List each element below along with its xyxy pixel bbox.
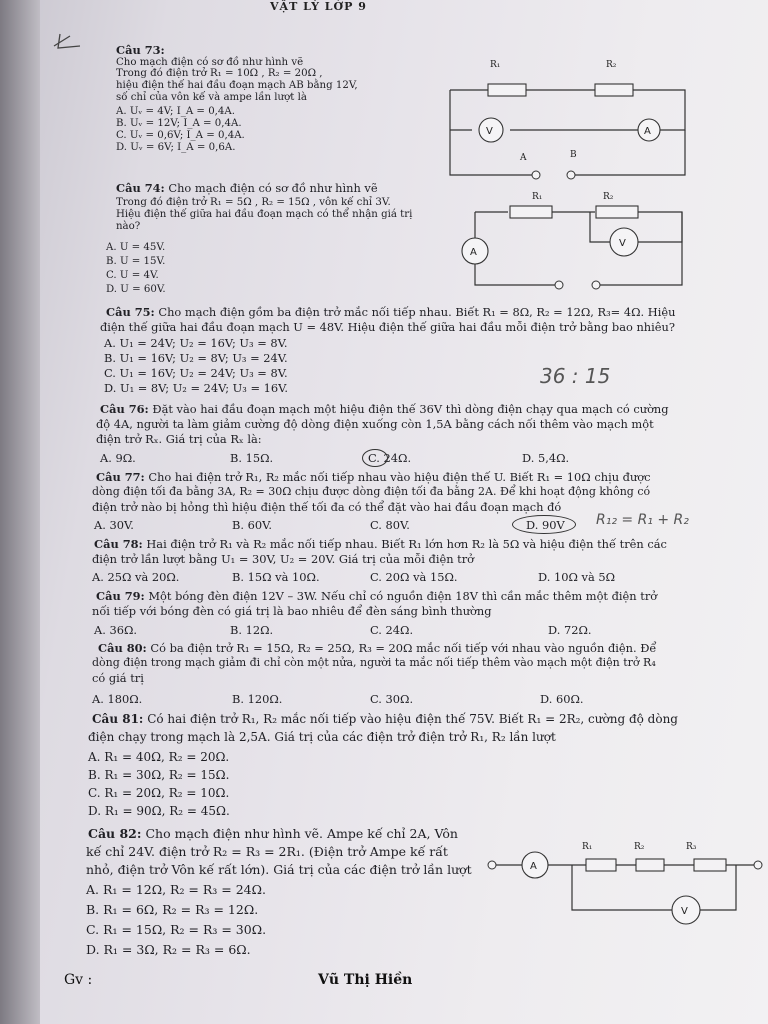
point-a-label: A: [520, 153, 527, 163]
q79-title-line: [96, 590, 657, 603]
q73-option-b: B. Uᵥ = 12V; I_A = 0,4A.: [116, 118, 242, 129]
point-b-label: B: [570, 150, 577, 160]
q74-title-line: [116, 182, 378, 195]
terminal-right-icon: [754, 861, 762, 869]
q75-title: Câu 75:: [106, 305, 155, 319]
q82-line2: kế chỉ 24V. điện trở R₂ = R₃ = 2R₁. (Điện trở Ampe kế rất: [86, 844, 448, 859]
q81-option-c: C. R₁ = 20Ω, R₂ = 10Ω.: [88, 786, 230, 800]
q78-title-line: [94, 538, 667, 551]
q79-option-a: A. 36Ω.: [94, 623, 138, 637]
voltmeter-label: V: [681, 906, 688, 917]
q76-title: Câu 76:: [100, 402, 149, 416]
q78-option-d: D. 10Ω và 5Ω: [538, 570, 616, 584]
label-r1: R₁: [532, 192, 543, 202]
q76-line3: điện trở Rₓ. Giá trị của Rₓ là:: [96, 432, 262, 446]
voltmeter-label: V: [486, 126, 493, 137]
q80-option-a: A. 180Ω.: [92, 692, 143, 706]
ammeter-label: A: [644, 126, 651, 137]
q78-line1: Hai điện trở R₁ và R₂ mắc nối tiếp nhau. Biết R₁ lớn hơn R₂ là 5Ω và hiệu điện thế trên các: [146, 537, 667, 551]
resistor-r2: [636, 859, 664, 871]
q74-line1: Cho mạch điện có sơ đồ như hình vẽ: [168, 181, 378, 195]
label-r1: R₁: [490, 60, 501, 70]
resistor-r1: [586, 859, 616, 871]
q80-option-d: D. 60Ω.: [540, 692, 584, 706]
q76-option-d: D. 5,4Ω.: [522, 451, 570, 465]
q74-line2: Trong đó điện trở R₁ = 5Ω , R₂ = 15Ω , vôn kế chỉ 3V.: [116, 197, 391, 208]
resistor-r2: [595, 84, 633, 96]
circuit-diagram-q73: [440, 55, 700, 185]
footer-teacher-name: Vũ Thị Hiền: [318, 972, 413, 988]
q75-option-b: B. U₁ = 16V; U₂ = 8V; U₃ = 24V.: [104, 351, 288, 365]
q73-option-a: A. Uᵥ = 4V; I_A = 0,4A.: [116, 106, 235, 117]
q78-line2: điện trở lần lượt bằng U₁ = 30V, U₂ = 20V. Giá trị của mỗi điện trở: [92, 552, 475, 566]
q75-option-c: C. U₁ = 16V; U₂ = 24V; U₃ = 8V.: [104, 366, 288, 380]
q74-option-d: D. U = 60V.: [106, 284, 166, 295]
circuit-diagram-q74: [460, 190, 700, 290]
q77-option-d: D. 90V: [526, 518, 565, 532]
terminal-b-icon: [567, 171, 575, 179]
resistor-r1: [488, 84, 526, 96]
q73-title: Câu 73:: [116, 43, 165, 57]
q75-line2: điện thế giữa hai đầu đoạn mạch U = 48V. Hiệu điện thế giữa hai đầu mỗi điện trở bằng bao nhiêu?: [100, 320, 675, 334]
footer-gv-label: Gv :: [64, 972, 93, 988]
q73-option-d: D. Uᵥ = 6V; I_A = 0,6A.: [116, 142, 236, 153]
q77-option-c: C. 80V.: [370, 518, 410, 532]
q76-option-b: B. 15Ω.: [230, 451, 274, 465]
q73-option-c: C. Uᵥ = 0,6V; I_A = 0,4A.: [116, 130, 245, 141]
resistor-r2: [596, 206, 638, 218]
q76-option-a: A. 9Ω.: [100, 451, 136, 465]
q76-line1: Đặt vào hai đầu đoạn mạch một hiệu điện thế 36V thì dòng điện chạy qua mạch có cường: [152, 402, 669, 416]
voltmeter-label: V: [619, 238, 626, 249]
q76-title-line: [100, 403, 669, 416]
q73-line2: Trong đó điện trở R₁ = 10Ω , R₂ = 20Ω ,: [116, 68, 323, 79]
q73-line1: Cho mạch điện có sơ đồ như hình vẽ: [116, 57, 304, 68]
q81-option-b: B. R₁ = 30Ω, R₂ = 15Ω.: [88, 768, 230, 782]
q82-line3: nhỏ, điện trở Vôn kế rất lớn). Giá trị của các điện trở lần lượt: [86, 862, 472, 877]
q74-option-b: B. U = 15V.: [106, 256, 166, 267]
q79-option-c: C. 24Ω.: [370, 623, 414, 637]
q74-title: Câu 74:: [116, 181, 165, 195]
q80-line1: Có ba điện trở R₁ = 15Ω, R₂ = 25Ω, R₃ = 20Ω mắc nối tiếp với nhau vào nguồn điện. Để: [150, 641, 657, 655]
handwritten-note-q75: 36 : 15: [540, 364, 611, 388]
q78-option-a: A. 25Ω và 20Ω.: [92, 570, 180, 584]
label-r2: R₂: [634, 842, 645, 852]
q80-line2: dòng điện trong mạch giảm đi chỉ còn một nửa, người ta mắc nối tiếp thêm vào mạch một điện trở R₄: [92, 656, 656, 669]
q76-option-c: C. 24Ω.: [368, 451, 412, 465]
label-r3: R₃: [686, 842, 697, 852]
q75-title-line: [106, 306, 675, 319]
q82-title-line: [88, 827, 458, 841]
q81-option-a: A. R₁ = 40Ω, R₂ = 20Ω.: [88, 750, 230, 764]
q76-line2: độ 4A, người ta làm giảm cường độ dòng điện xuống còn 1,5A bằng cách nối thêm vào mạch một: [96, 417, 654, 431]
page-header: VẬT LÝ LỚP 9: [270, 0, 367, 13]
resistor-r3: [694, 859, 726, 871]
q82-option-a: A. R₁ = 12Ω, R₂ = R₃ = 24Ω.: [86, 882, 266, 897]
handwritten-note-q77: R₁₂ = R₁ + R₂: [596, 512, 689, 528]
q82-option-b: B. R₁ = 6Ω, R₂ = R₃ = 12Ω.: [86, 902, 259, 917]
circuit-diagram-q82: [484, 835, 764, 935]
q80-title-line: [98, 642, 656, 655]
q80-title: Câu 80:: [98, 641, 147, 655]
q80-option-b: B. 120Ω.: [232, 692, 283, 706]
label-r2: R₂: [606, 60, 617, 70]
q79-title: Câu 79:: [96, 589, 145, 603]
q81-title: Câu 81:: [92, 712, 144, 726]
q82-title: Câu 82:: [88, 826, 142, 841]
q74-option-c: C. U = 4V.: [106, 270, 159, 281]
q75-option-d: D. U₁ = 8V; U₂ = 24V; U₃ = 16V.: [104, 381, 288, 395]
q80-line3: có giá trị: [92, 671, 144, 685]
q74-line4: nào?: [116, 221, 141, 232]
q74-option-a: A. U = 45V.: [106, 242, 166, 253]
ammeter-label: A: [470, 247, 477, 258]
terminal-left-icon: [488, 861, 496, 869]
q82-line1: Cho mạch điện như hình vẽ. Ampe kế chỉ 2A, Vôn: [145, 826, 458, 841]
q79-line2: nối tiếp với bóng đèn có giá trị là bao nhiêu để đèn sáng bình thường: [92, 604, 492, 618]
q77-line3: điện trở nào bị hỏng thì hiệu điện thế tối đa có thể đặt vào hai đầu đoạn mạch đó: [92, 500, 562, 514]
q75-line1: Cho mạch điện gồm ba điện trở mắc nối tiếp nhau. Biết R₁ = 8Ω, R₂ = 12Ω, R₃= 4Ω. Hiệu: [158, 305, 676, 319]
terminal-a-icon: [532, 171, 540, 179]
q78-option-c: C. 20Ω và 15Ω.: [370, 570, 458, 584]
ammeter-label: A: [530, 861, 537, 872]
q73-line4: số chỉ của vôn kế và ampe lần lượt là: [116, 92, 307, 103]
q73-line3: hiệu điện thế hai đầu đoạn mạch AB bằng 12V,: [116, 80, 358, 91]
terminal-a-icon: [555, 281, 563, 289]
q77-title: Câu 77:: [96, 470, 145, 484]
label-r2: R₂: [603, 192, 614, 202]
answer-circle-icon: [362, 449, 388, 467]
q77-title-line: [96, 471, 651, 484]
q78-option-b: B. 15Ω và 10Ω.: [232, 570, 320, 584]
q81-line1: Có hai điện trở R₁, R₂ mắc nối tiếp vào hiệu điện thế 75V. Biết R₁ = 2R₂, cường độ dòng: [147, 712, 678, 726]
label-r1: R₁: [582, 842, 593, 852]
q78-title: Câu 78:: [94, 537, 143, 551]
q77-line2: dòng điện tối đa bằng 3A, R₂ = 30Ω chịu được dòng điện tối đa bằng 2A. Để khi hoạt động không có: [92, 485, 651, 498]
q81-line2: điện chạy trong mạch là 2,5A. Giá trị của các điện trở điện trở R₁, R₂ lần lượt: [88, 730, 556, 744]
terminal-b-icon: [592, 281, 600, 289]
q82-option-c: C. R₁ = 15Ω, R₂ = R₃ = 30Ω.: [86, 922, 267, 937]
q74-line3: Hiệu điện thế giữa hai đầu đoạn mạch có thể nhận giá trị: [116, 209, 413, 220]
q82-option-d: D. R₁ = 3Ω, R₂ = R₃ = 6Ω.: [86, 942, 251, 957]
q77-option-a: A. 30V.: [94, 518, 134, 532]
q79-line1: Một bóng đèn điện 12V – 3W. Nếu chỉ có nguồn điện 18V thì cần mắc thêm một điện trở: [148, 589, 658, 603]
page-edge-shadow: [0, 0, 40, 1024]
q80-option-c: C. 30Ω.: [370, 692, 414, 706]
q81-title-line: [92, 713, 678, 726]
q79-option-d: D. 72Ω.: [548, 623, 592, 637]
q81-option-d: D. R₁ = 90Ω, R₂ = 45Ω.: [88, 804, 230, 818]
answer-circle-icon: [512, 515, 576, 534]
q75-option-a: A. U₁ = 24V; U₂ = 16V; U₃ = 8V.: [104, 336, 288, 350]
q77-line1: Cho hai điện trở R₁, R₂ mắc nối tiếp nhau vào hiệu điện thế U. Biết R₁ = 10Ω chịu được: [148, 470, 651, 484]
q79-option-b: B. 12Ω.: [230, 623, 274, 637]
resistor-r1: [510, 206, 552, 218]
q77-option-b: B. 60V.: [232, 518, 272, 532]
handwritten-arrow-icon: [52, 32, 82, 52]
